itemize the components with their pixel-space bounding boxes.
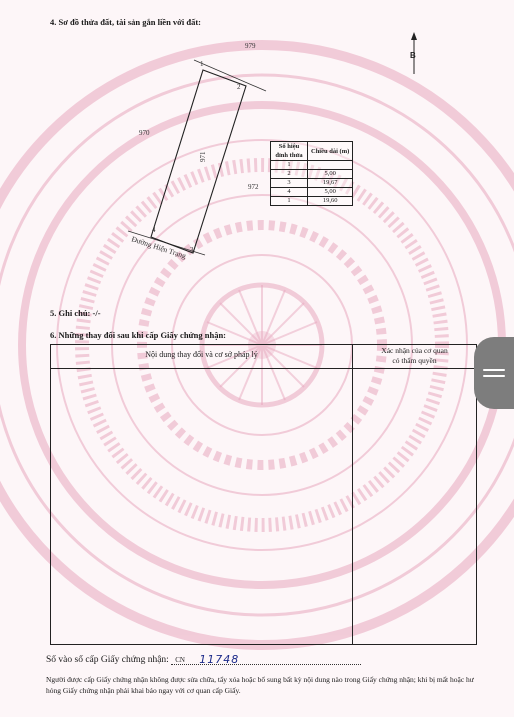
- vertex-4: 4: [152, 226, 156, 234]
- side-panel-handle[interactable]: [474, 337, 514, 409]
- edge-length-table: [270, 141, 353, 206]
- column-content-header: Nội dung thay đổi và cơ sở pháp lý: [145, 350, 258, 359]
- adjacent-parcel-right: 972: [248, 183, 259, 191]
- vertex-1: 1: [200, 60, 204, 68]
- book-number-handwritten: 11748: [199, 653, 240, 666]
- changes-table: [50, 344, 477, 645]
- menu-icon-bar: [483, 369, 505, 371]
- notice-text: Người được cấp Giấy chứng nhận không được sửa chữa, tẩy xóa hoặc bổ sung bất kỳ nội dung nào trong Giấy chứng nhận; khi bị mất hoặc hư hỏng Giấy chứng nhận phải khai báo ngay với cơ quan cấp Giấy.: [46, 675, 474, 695]
- adjacent-parcel-left: 970: [139, 129, 150, 137]
- adjacent-parcel-top: 979: [245, 42, 256, 50]
- column-divider: [352, 345, 353, 644]
- vertex-2: 2: [237, 83, 241, 91]
- section-5-title: 5. Ghi chú: -/-: [50, 308, 101, 318]
- section-4-title: 4. Sơ đồ thửa đất, tài sản gắn liền với đất:: [50, 17, 202, 27]
- boundary-top: [194, 60, 266, 91]
- section-6-title: 6. Những thay đổi sau khi cấp Giấy chứng nhận:: [50, 330, 227, 340]
- north-label: B: [410, 51, 416, 60]
- table-row: 1: [271, 161, 353, 170]
- column-confirm-header: Xác nhận của cơ quan có thẩm quyền: [381, 346, 448, 365]
- book-number-line: [46, 654, 361, 665]
- book-number-field: [171, 654, 361, 665]
- table-row: 1 19,60: [271, 197, 353, 206]
- header-vertex: Số hiệu đỉnh thửa: [271, 142, 308, 161]
- book-number-label: Số vào sổ cấp Giấy chứng nhận:: [46, 655, 169, 665]
- table-row: 4 5,00: [271, 188, 353, 197]
- parcel-number: 971: [199, 151, 207, 162]
- changes-table-header: [51, 345, 476, 369]
- book-number-prefix: CN: [175, 656, 185, 664]
- table-row: 3 19,67: [271, 179, 353, 188]
- north-arrow-icon: [410, 32, 417, 74]
- table-row: 2 5,00: [271, 170, 353, 179]
- menu-icon-bar: [483, 375, 505, 377]
- header-length: Chiều dài (m): [308, 142, 353, 161]
- parcel-sketch: [0, 0, 514, 330]
- vertex-3: 3: [190, 246, 194, 254]
- road-label: Đường Hiện Trạng: [130, 234, 188, 261]
